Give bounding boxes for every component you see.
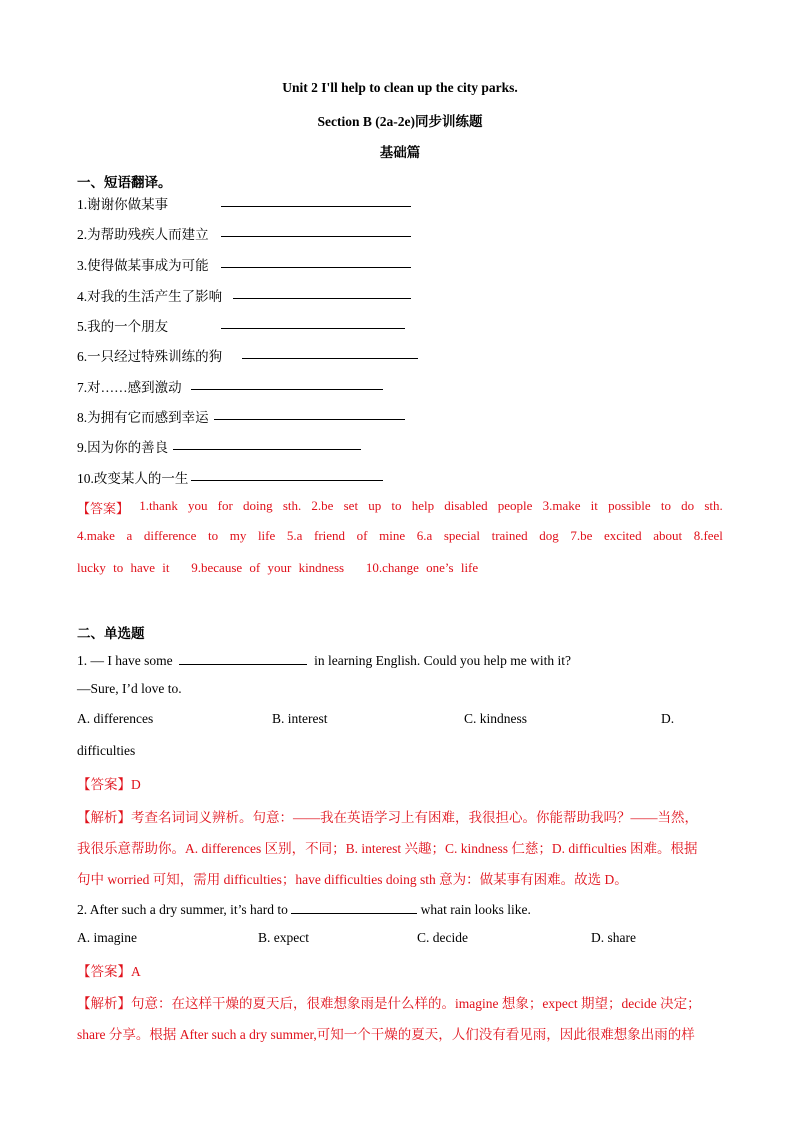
question-1-answer: 【答案】D (77, 777, 141, 792)
answer-blank (291, 900, 417, 914)
answer-blank (242, 345, 418, 359)
phrase-item: 10.改变某人的一生 (77, 467, 188, 487)
option-a: A. differences (77, 711, 154, 726)
answer-blank (221, 193, 411, 207)
question-2-analysis: share 分享。根据 After such a dry summer,可知一个干燥的夏天，人们没有看见雨，因此很难想象出雨的样 (77, 1027, 695, 1042)
question-1-analysis: 【解析】考查名词词义辨析。句意：——我在英语学习上有困难，我很担心。你能帮助我吗？——当然， (77, 810, 698, 825)
question-1-stem: 1. — I have some in learning English. Could you help me with it? (77, 653, 571, 668)
answer-blank (221, 223, 411, 237)
phrase-item: 9.因为你的善良 (77, 436, 168, 456)
answer-blank (233, 285, 411, 299)
option-d: D. (661, 711, 675, 726)
answer-blank (173, 436, 361, 450)
phrase-item: 5.我的一个朋友 (77, 315, 168, 335)
phrase-item: 6.一只经过特殊训练的狗 (77, 345, 222, 365)
question-2-stem: 2. After such a dry summer, it’s hard to what rain looks like. (77, 902, 531, 917)
section-title: Section B (2a-2e)同步训练题 (317, 114, 483, 129)
option-b: B. expect (258, 930, 309, 945)
unit-title: Unit 2 I'll help to clean up the city parks. (282, 80, 518, 95)
answer-line-2: 4.make a difference to my life 5.a friend of mine 6.a special trained dog 7.be excited about 8.feel (77, 528, 723, 543)
question-1-analysis: 句中 worried 可知，需用 difficulties；have difficulties doing sth 意为：做某事有困难。故选 D。 (77, 872, 628, 887)
option-c: C. kindness (464, 711, 528, 726)
phrase-item: 3.使得做某事成为可能 (77, 254, 209, 274)
part1-heading: 一、短语翻译。 (77, 175, 172, 190)
answer-blank (191, 376, 383, 390)
question-1-analysis: 我很乐意帮助你。A. differences 区别，不同；B. interest 兴趣；C. kindness 仁慈；D. difficulties 困难。根据 (77, 841, 698, 856)
option-c: C. decide (417, 930, 468, 945)
option-b: B. interest (272, 711, 328, 726)
answer-blank (221, 315, 405, 329)
answer-blank (179, 651, 307, 665)
answer-blank (214, 406, 405, 420)
answer-blank (191, 467, 383, 481)
option-d-text: difficulties (77, 743, 136, 758)
part2-heading: 二、单选题 (77, 626, 145, 641)
option-a: A. imagine (77, 930, 137, 945)
phrase-item: 8.为拥有它而感到幸运 (77, 406, 209, 426)
question-1-reply: —Sure, I’d love to. (77, 681, 182, 696)
answer-line-3: lucky to have it 9.because of your kindness 10.change one’s life (77, 560, 479, 575)
phrase-item: 7.对……感到激动 (77, 376, 182, 396)
question-2-analysis: 【解析】句意：在这样干燥的夏天后，很难想象雨是什么样的。imagine 想象；expect 期望；decide 决定； (77, 996, 701, 1011)
answer-blank (221, 254, 411, 268)
phrase-item: 1.谢谢你做某事 (77, 193, 168, 213)
option-d: D. share (591, 930, 636, 945)
phrase-item: 4.对我的生活产生了影响 (77, 285, 222, 305)
level-title: 基础篇 (379, 145, 421, 160)
phrase-item: 2.为帮助残疾人而建立 (77, 223, 209, 243)
question-2-answer: 【答案】A (77, 964, 141, 979)
answer-line-1: 【答案】 1.thank you for doing sth. 2.be set up to help disabled people 3.make it possible to do sth. (77, 498, 723, 516)
